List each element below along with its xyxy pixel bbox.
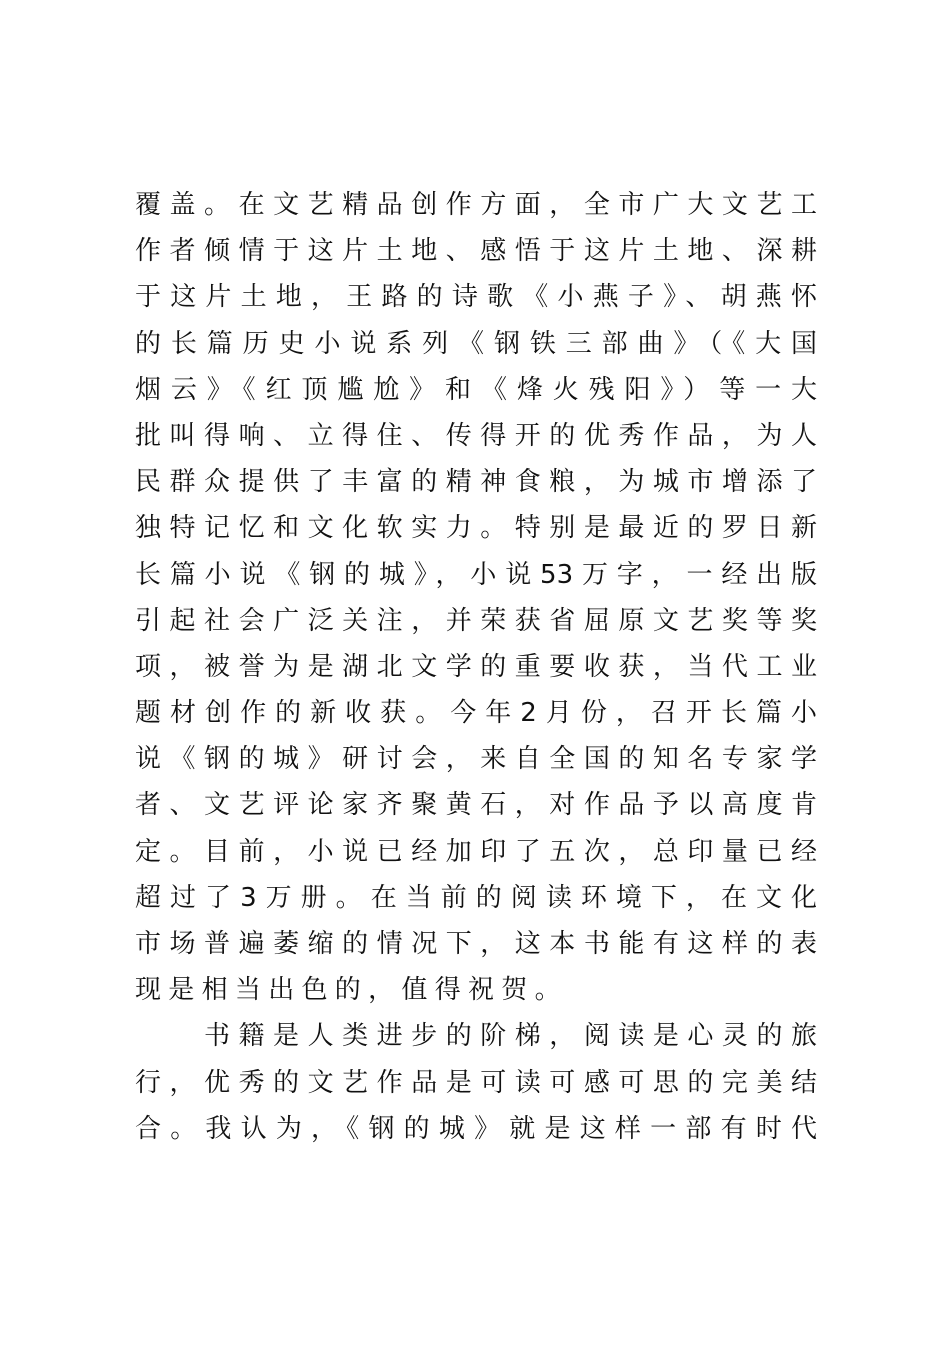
text-line: 现是相当出色的，值得祝贺。 bbox=[135, 975, 568, 1006]
text-line: 合。我认为，《钢的城》就是这样一部有时代 bbox=[135, 1113, 817, 1144]
text-line: 长篇小说《钢的城》，小说53万字，一经出版 bbox=[135, 559, 817, 590]
text-line: 引起社会广泛关注，并荣获省屈原文艺奖等奖 bbox=[135, 605, 817, 636]
body-text bbox=[135, 182, 817, 1152]
text-line: 的长篇历史小说系列《钢铁三部曲》（《大国 bbox=[135, 328, 817, 359]
text-line: 说《钢的城》研讨会，来自全国的知名专家学 bbox=[135, 744, 817, 775]
text-line: 者、文艺评论家齐聚黄石，对作品予以高度肯 bbox=[135, 790, 817, 821]
text-line: 覆盖。在文艺精品创作方面，全市广大文艺工 bbox=[135, 190, 817, 220]
text-line: 项，被誉为是湖北文学的重要收获，当代工业 bbox=[135, 651, 817, 682]
text-line: 市场普遍萎缩的情况下，这本书能有这样的表 bbox=[135, 929, 817, 959]
text-line: 民群众提供了丰富的精神食粮，为城市增添了 bbox=[135, 467, 817, 498]
paragraph bbox=[135, 182, 817, 1013]
text-line: 定。目前，小说已经加印了五次，总印量已经 bbox=[135, 836, 817, 867]
text-line: 于这片土地，王路的诗歌《小燕子》、胡燕怀 bbox=[135, 282, 817, 313]
text-line: 烟云》《红顶尴尬》和《烽火残阳》）等一大 bbox=[135, 374, 817, 405]
text-line: 行，优秀的文艺作品是可读可感可思的完美结 bbox=[135, 1067, 817, 1098]
text-line: 独特记忆和文化软实力。特别是最近的罗日新 bbox=[135, 513, 817, 544]
text-line: 批叫得响、立得住、传得开的优秀作品，为人 bbox=[135, 420, 817, 451]
text-line: 题材创作的新收获。今年2月份，召开长篇小 bbox=[135, 698, 817, 729]
text-line: 作者倾情于这片土地、感悟于这片土地、深耕 bbox=[135, 236, 817, 267]
paragraph bbox=[135, 1013, 817, 1152]
text-line: 超过了3万册。在当前的阅读环境下，在文化 bbox=[135, 882, 817, 913]
text-line: 书籍是人类进步的阶梯，阅读是心灵的旅 bbox=[204, 1021, 817, 1052]
